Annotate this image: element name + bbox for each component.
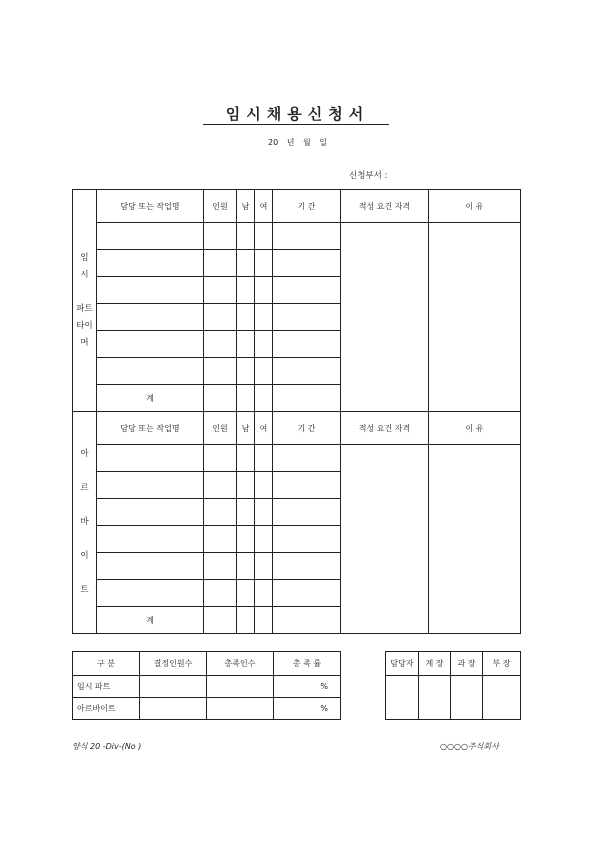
summary-cell[interactable] xyxy=(140,698,207,720)
column-header-female: 여 xyxy=(255,412,273,445)
summary-header: 총족인수 xyxy=(207,652,274,676)
column-header-qual: 적성 요건 자격 xyxy=(341,190,429,223)
reason-cell[interactable] xyxy=(429,223,521,412)
entry-cell[interactable] xyxy=(255,331,273,358)
approval-sign-box[interactable] xyxy=(419,676,451,720)
summary-cell[interactable] xyxy=(207,698,274,720)
entry-cell[interactable] xyxy=(273,385,341,412)
column-header-qual: 적성 요건 자격 xyxy=(341,412,429,445)
form-title: 임시채용신청서 xyxy=(225,105,370,123)
section-label-line xyxy=(73,565,96,582)
entry-cell[interactable] xyxy=(273,331,341,358)
qual-cell[interactable] xyxy=(341,223,429,412)
entry-cell[interactable] xyxy=(97,499,204,526)
entry-cell[interactable] xyxy=(97,250,204,277)
column-header-reason: 이 유 xyxy=(429,190,521,223)
table-row xyxy=(73,445,521,472)
section-label-line: 시 xyxy=(80,269,89,280)
entry-cell[interactable] xyxy=(97,331,204,358)
table-row xyxy=(73,223,521,250)
entry-cell[interactable] xyxy=(273,445,341,472)
entry-cell[interactable] xyxy=(273,304,341,331)
approval-sign-box[interactable] xyxy=(386,676,419,720)
entry-cell[interactable] xyxy=(237,607,255,634)
entry-cell[interactable] xyxy=(237,580,255,607)
entry-cell[interactable] xyxy=(237,277,255,304)
entry-cell[interactable] xyxy=(97,580,204,607)
qual-cell[interactable] xyxy=(341,445,429,634)
entry-cell[interactable] xyxy=(204,250,237,277)
entry-cell[interactable] xyxy=(204,277,237,304)
summary-header: 결정인원수 xyxy=(140,652,207,676)
approval-header: 부 장 xyxy=(483,652,521,676)
entry-cell[interactable] xyxy=(97,553,204,580)
column-header-count: 인원 xyxy=(204,190,237,223)
entry-cell[interactable] xyxy=(97,472,204,499)
approval-header: 담당자 xyxy=(386,652,419,676)
entry-cell[interactable] xyxy=(204,223,237,250)
entry-cell[interactable] xyxy=(204,445,237,472)
entry-cell[interactable] xyxy=(255,499,273,526)
entry-cell[interactable] xyxy=(237,223,255,250)
section-label-line: 아 xyxy=(80,449,89,459)
approval-sign-box[interactable] xyxy=(483,676,521,720)
entry-cell[interactable] xyxy=(237,304,255,331)
application-table xyxy=(72,189,521,634)
entry-cell[interactable] xyxy=(255,304,273,331)
entry-cell[interactable] xyxy=(204,526,237,553)
entry-cell[interactable] xyxy=(255,553,273,580)
entry-cell[interactable] xyxy=(204,385,237,412)
entry-cell[interactable] xyxy=(273,499,341,526)
total-label: 계 xyxy=(97,607,204,634)
entry-cell[interactable] xyxy=(255,358,273,385)
summary-percent[interactable]: % xyxy=(274,676,341,698)
entry-cell[interactable] xyxy=(255,223,273,250)
section-label-line: 임 xyxy=(80,252,89,263)
entry-cell[interactable] xyxy=(273,277,341,304)
entry-cell[interactable] xyxy=(255,607,273,634)
summary-header: 구 분 xyxy=(73,652,140,676)
section2-section-label xyxy=(73,412,97,634)
column-header-female: 여 xyxy=(255,190,273,223)
entry-cell[interactable] xyxy=(204,553,237,580)
section-label-line xyxy=(73,463,96,480)
summary-percent[interactable]: % xyxy=(274,698,341,720)
column-header-male: 남 xyxy=(237,412,255,445)
entry-cell[interactable] xyxy=(237,553,255,580)
section-label-line xyxy=(73,497,96,514)
entry-cell[interactable] xyxy=(273,607,341,634)
section-label-line: 트 xyxy=(80,585,89,595)
entry-cell[interactable] xyxy=(237,445,255,472)
entry-cell[interactable] xyxy=(237,385,255,412)
approval-table xyxy=(385,651,521,720)
company-name: ○○○○주식회사 xyxy=(440,742,499,751)
entry-cell[interactable] xyxy=(255,526,273,553)
entry-cell[interactable] xyxy=(237,472,255,499)
form-number: 양식 20 -Div-(No ) xyxy=(72,742,142,751)
section-label-line xyxy=(73,531,96,548)
column-header-task: 담당 또는 작업명 xyxy=(97,412,204,445)
column-header-count: 인원 xyxy=(204,412,237,445)
entry-cell[interactable] xyxy=(97,445,204,472)
section-label-line: 이 xyxy=(80,551,89,561)
entry-cell[interactable] xyxy=(97,526,204,553)
entry-cell[interactable] xyxy=(273,358,341,385)
entry-cell[interactable] xyxy=(204,580,237,607)
entry-cell[interactable] xyxy=(97,277,204,304)
column-header-period: 기 간 xyxy=(273,190,341,223)
column-header-period: 기 간 xyxy=(273,412,341,445)
entry-cell[interactable] xyxy=(204,499,237,526)
summary-row-label: 임시 파트 xyxy=(73,676,140,698)
entry-cell[interactable] xyxy=(204,304,237,331)
section-label-line: 바 xyxy=(80,517,89,527)
summary-cell[interactable] xyxy=(140,676,207,698)
approval-sign-box[interactable] xyxy=(451,676,483,720)
section-label-line xyxy=(73,284,96,301)
department-label: 신청부서 : xyxy=(349,171,388,181)
column-header-reason: 이 유 xyxy=(429,412,521,445)
entry-cell[interactable] xyxy=(255,250,273,277)
entry-cell[interactable] xyxy=(204,358,237,385)
section-label-line: 르 xyxy=(80,483,89,493)
section-label-line: 머 xyxy=(80,337,89,348)
entry-cell[interactable] xyxy=(273,526,341,553)
entry-cell[interactable] xyxy=(273,250,341,277)
entry-cell[interactable] xyxy=(204,607,237,634)
entry-cell[interactable] xyxy=(273,553,341,580)
summary-row-label: 아르바이트 xyxy=(73,698,140,720)
date-line: 20 년 월 일 xyxy=(268,138,327,147)
entry-cell[interactable] xyxy=(97,223,204,250)
entry-cell[interactable] xyxy=(255,385,273,412)
summary-header: 총 족 률 xyxy=(274,652,341,676)
entry-cell[interactable] xyxy=(97,304,204,331)
entry-cell[interactable] xyxy=(97,358,204,385)
entry-cell[interactable] xyxy=(255,277,273,304)
entry-cell[interactable] xyxy=(273,580,341,607)
entry-cell[interactable] xyxy=(255,580,273,607)
entry-cell[interactable] xyxy=(237,331,255,358)
section-label-line: 타이 xyxy=(76,320,93,331)
entry-cell[interactable] xyxy=(204,472,237,499)
column-header-task: 담당 또는 작업명 xyxy=(97,190,204,223)
section1-section-label xyxy=(73,190,97,412)
entry-cell[interactable] xyxy=(255,445,273,472)
entry-cell[interactable] xyxy=(237,526,255,553)
entry-cell[interactable] xyxy=(273,223,341,250)
summary-cell[interactable] xyxy=(207,676,274,698)
entry-cell[interactable] xyxy=(255,472,273,499)
title-underline xyxy=(203,124,389,125)
entry-cell[interactable] xyxy=(237,250,255,277)
entry-cell[interactable] xyxy=(237,499,255,526)
reason-cell[interactable] xyxy=(429,445,521,634)
approval-header: 과 장 xyxy=(451,652,483,676)
total-label: 계 xyxy=(97,385,204,412)
entry-cell[interactable] xyxy=(204,331,237,358)
entry-cell[interactable] xyxy=(237,358,255,385)
section-label-line: 파트 xyxy=(76,303,93,314)
entry-cell[interactable] xyxy=(273,472,341,499)
approval-header: 계 장 xyxy=(419,652,451,676)
column-header-male: 남 xyxy=(237,190,255,223)
summary-table xyxy=(72,651,341,720)
